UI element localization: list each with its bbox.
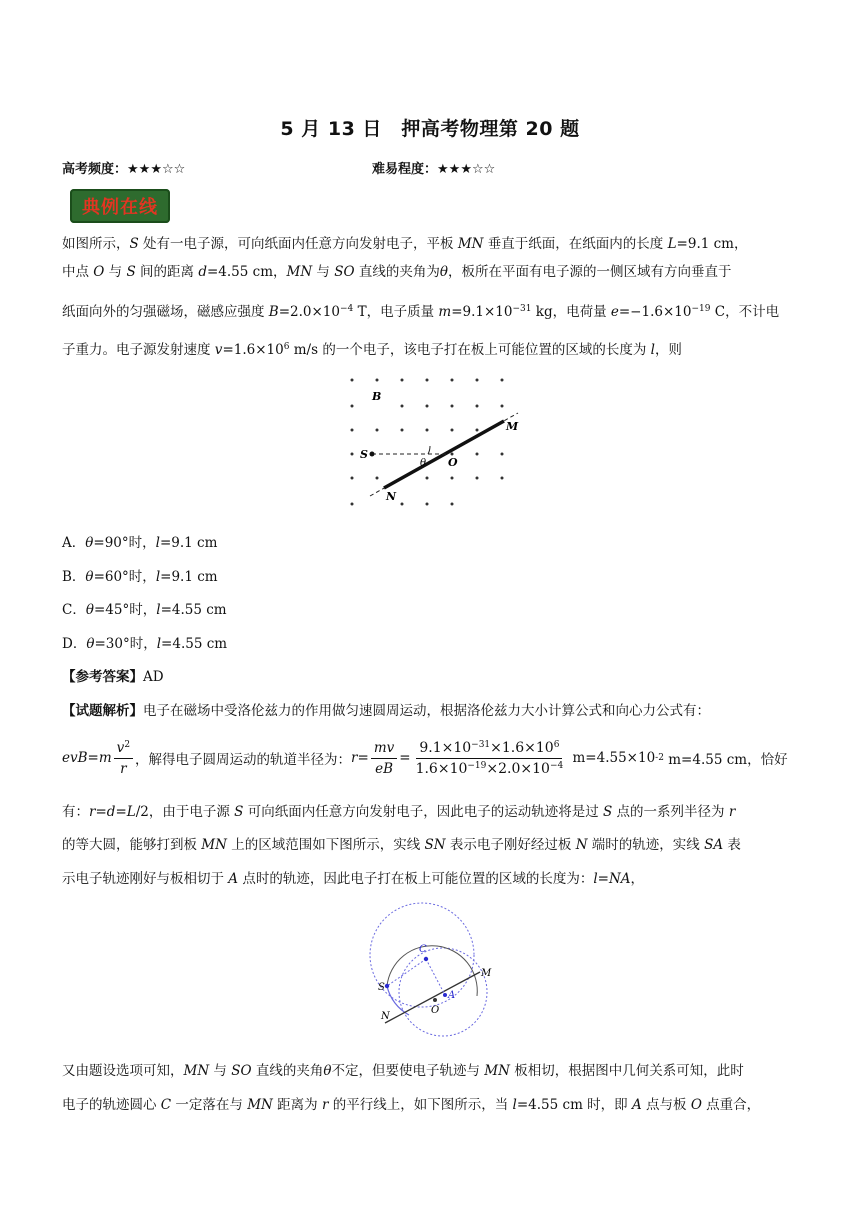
dotted-circle-left	[370, 903, 474, 1007]
label-s: S	[360, 448, 368, 461]
fraction-numeric: $\frac{9.1\times 10^{-31}\times 1.6\times 10^6}{1.6\times 10^{-19}\times 2.0\times 10^{-4}}$	[415, 739, 564, 777]
angle-arc	[428, 446, 430, 454]
difficulty-rating	[372, 158, 495, 177]
frequency-stars: ★★★☆☆	[127, 162, 186, 177]
label-b: B	[372, 390, 382, 403]
label-n: N	[381, 1011, 390, 1022]
continuation-line-2: 电子的轨迹圆心 C 一定落在与 MN 距离为 r 的平行线上，如下图所示，当 l=4.55 cm 时，即 A 点与板 O 点重合，	[62, 1097, 761, 1113]
radius-ca	[426, 959, 445, 995]
analysis-line-3: 有：r=d=L/2，由于电子源 S 可向纸面内任意方向发射电子，因此电子的运动轨迹将是过 S 点的一系列半径为 r	[62, 804, 736, 820]
frequency-rating	[62, 158, 185, 177]
continuation-line-1: 又由题设选项可知，MN 与 SO 直线的夹角θ不定，但要使电子轨迹与 MN 板相切，根据图中几何关系可知，此时	[62, 1063, 744, 1079]
difficulty-label: 难易程度：	[372, 162, 438, 177]
option-c: C．θ=45°时，l=4.55 cm	[62, 602, 227, 618]
fraction-v2-over-r: $\frac{v^2}{r}$	[114, 739, 133, 778]
option-b: B．θ=60°时，l=9.1 cm	[62, 569, 218, 585]
label-m: M	[481, 968, 492, 979]
label-m: M	[506, 420, 519, 433]
midpoint-o	[433, 998, 437, 1002]
radius-cs	[387, 959, 426, 986]
label-n: N	[386, 490, 397, 503]
page-title: 5 月 13 日 押高考物理第 20 题	[280, 118, 580, 140]
analysis-formula-line: evB = m $\frac{v^2}{r}$ ，解得电子圆周运动的轨道半径为： r = $\frac{mv}{eB}$ = $\frac{9.1\times 10^{-31}\times 1.6\times 10^6}{1.6\times 10^{-19}\times 2.0\times 10^{-4}}$ m=4.55×10 -2 m=4.55 cm，恰好	[62, 739, 788, 777]
label-o: O	[431, 1005, 440, 1016]
frequency-label: 高考频度：	[62, 162, 128, 177]
trajectory-circles-figure	[365, 900, 505, 1050]
magnetic-field-figure	[340, 368, 530, 513]
question-line-2: 中点 O 与 S 间的距离 d=4.55 cm，MN 与 SO 直线的夹角为θ，板所在平面有电子源的一侧区域有方向垂直于	[62, 264, 732, 280]
label-theta: θ	[420, 458, 427, 469]
source-point-s	[370, 452, 375, 457]
label-c: C	[419, 944, 427, 955]
source-point-s	[385, 984, 389, 988]
analysis-line-4: 的等大圆，能够打到板 MN 上的区域范围如下图所示，实线 SN 表示电子刚好经过板 N 端时的轨迹，实线 SA 表	[62, 837, 741, 853]
label-s: S	[378, 982, 385, 993]
label-a: A	[448, 990, 456, 1001]
analysis-line-1: 【试题解析】电子在磁场中受洛伦兹力的作用做匀速圆周运动，根据洛伦兹力大小计算公式和向心力公式有：	[62, 703, 710, 719]
difficulty-stars: ★★★☆☆	[437, 162, 496, 177]
option-d: D．θ=30°时，l=4.55 cm	[62, 636, 228, 652]
question-line-3: 纸面向外的匀强磁场，磁感应强度 $B=2.0\times 10^{-4}$ T，电子质量 $m=9.1\times 10^{-31}$ kg，电荷量 $e=-1.6\times 10^{-19}$ C，不计电	[62, 304, 780, 320]
question-line-1: 如图所示，S 处有一电子源，可向纸面内任意方向发射电子，平板 MN 垂直于纸面，在纸面内的长度 L=9.1 cm，	[62, 236, 748, 252]
option-a: A．θ=90°时，l=9.1 cm	[62, 535, 218, 551]
solid-arc-lower	[387, 986, 409, 1015]
section-badge: 典例在线	[70, 189, 170, 223]
question-line-4: 子重力。电子源发射速度 $v=1.6\times 10^6$ m/s 的一个电子，该电子打在板上可能位置的区域的长度为 l，则	[62, 342, 682, 358]
label-o: O	[448, 456, 458, 469]
reference-answer: 【参考答案】AD	[62, 669, 164, 685]
center-point-c	[424, 957, 428, 961]
analysis-line-5: 示电子轨迹刚好与板相切于 A 点时的轨迹，因此电子打在板上可能位置的区域的长度为：l=NA，	[62, 871, 645, 887]
tangent-point-a	[443, 993, 447, 997]
fraction-mv-over-eb: $\frac{mv}{eB}$	[371, 739, 397, 778]
